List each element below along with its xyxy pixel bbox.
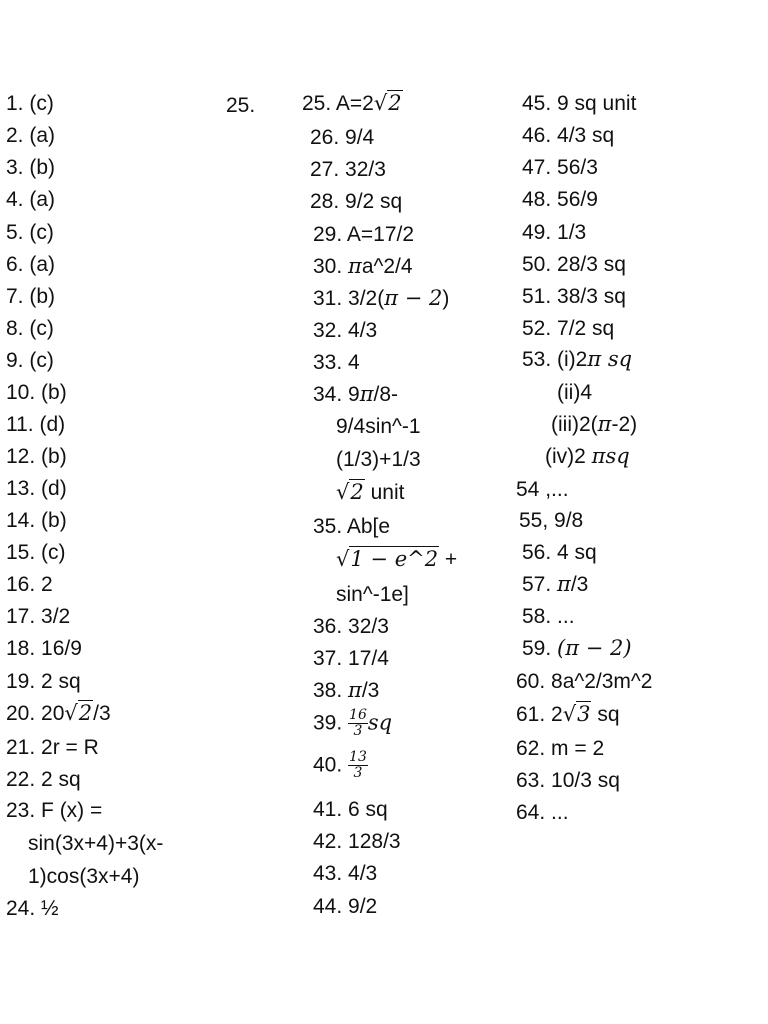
answer-13: 13. (d) [6,477,67,500]
sqrt-symbol: √ [336,547,350,571]
answer-53-prefix: 53. (i)2 [522,348,588,371]
answer-56: 56. 4 sq [522,541,597,564]
answer-23-line-2: sin(3x+4)+3(x- [28,832,164,855]
answer-7: 7. (b) [6,285,56,308]
answer-4: 4. (a) [6,188,56,211]
answer-62: 62. m = 2 [516,737,605,760]
answer-25-marker: 25. [226,94,256,117]
answer-53-line-2: (ii)4 [557,381,592,404]
answer-43: 43. 4/3 [313,862,378,885]
answer-19: 19. 2 sq [6,670,81,693]
answer-20-prefix: 20. 20 [6,702,65,725]
answer-59-prefix: 59. [522,637,558,660]
answer-14: 14. (b) [6,509,67,532]
answer-35-line-1: 35. Ab[e [313,515,391,538]
answer-25-radicand: 2 [388,91,402,115]
answer-53-line-1 [522,349,632,370]
answer-35-line-2 [336,549,457,570]
answer-46: 46. 4/3 sq [522,124,615,147]
answer-20 [6,703,111,724]
answer-34-suffix: /8- [373,383,399,406]
answer-38-prefix: 38. [313,679,349,702]
answer-54: 54 ,... [516,478,569,501]
answer-36: 36. 32/3 [313,615,389,638]
answer-53-l4-math: πsq [591,444,630,468]
pi-symbol: π [348,254,362,278]
answer-61 [516,704,620,725]
answer-48: 48. 56/9 [522,188,598,211]
answer-57-prefix: 57. [522,573,558,596]
pi-symbol: π [359,382,374,406]
answer-1: 1. (c) [6,92,54,115]
answer-22: 22. 2 sq [6,768,81,791]
answer-34-radicand: 2 [350,480,364,504]
answer-63: 63. 10/3 sq [516,769,620,792]
answer-31-suffix: ) [442,287,450,310]
answer-31-math: π − 2 [384,286,443,310]
answer-16: 16. 2 [6,573,53,596]
answer-34-unit: unit [364,481,405,504]
answer-11: 11. (d) [6,413,66,436]
answer-32: 32. 4/3 [313,319,378,342]
fraction-numerator: 16 [349,707,367,723]
answer-25 [302,93,403,114]
answer-47: 47. 56/3 [522,156,598,179]
answer-50: 50. 28/3 sq [522,253,626,276]
answer-30-suffix: a^2/4 [361,255,413,278]
answer-9: 9. (c) [6,349,54,372]
answer-24: 24. ½ [6,897,59,920]
answer-17: 17. 3/2 [6,605,71,628]
answer-3: 3. (b) [6,156,56,179]
answer-23-line-1: 23. F (x) = [6,799,103,822]
answer-34-line-4 [336,482,404,503]
pi-symbol: π [557,572,571,596]
answer-57-suffix: /3 [570,573,589,596]
answer-59-math: (π − 2) [557,636,632,660]
answer-45: 45. 9 sq unit [522,92,637,115]
pi-symbol: π [597,412,612,436]
answer-52: 52. 7/2 sq [522,317,615,340]
answer-25-prefix: 25. A=2 [302,92,374,115]
answer-20-suffix: /3 [93,702,111,725]
answer-31 [313,288,449,309]
answer-34-line-1 [313,384,398,405]
answer-44: 44. 9/2 [313,895,378,918]
answer-49: 49. 1/3 [522,221,587,244]
answer-34-prefix: 34. 9 [313,383,360,406]
answer-53-l3-suffix: -2) [611,413,638,436]
answer-35-plus: + [439,548,458,571]
answer-39 [313,708,392,740]
answer-60: 60. 8a^2/3m^2 [516,670,653,693]
answer-55: 55, 9/8 [519,509,584,532]
answer-12: 12. (b) [6,445,67,468]
answer-10: 10. (b) [6,381,67,404]
sqrt-symbol: √ [373,91,388,115]
answer-34-line-3: (1/3)+1/3 [336,448,421,471]
answer-53-l3-prefix: (iii)2( [551,413,598,436]
answer-30-prefix: 30. [313,255,349,278]
answer-53-math: π sq [587,347,633,371]
answer-39-suffix: sq [367,710,393,735]
answer-53-line-3 [551,414,637,435]
answer-59 [522,638,632,659]
answer-31-prefix: 31. 3/2( [313,287,385,310]
answer-2: 2. (a) [6,124,56,147]
answer-39-fraction [348,708,368,740]
answer-61-radicand: 3 [577,702,591,726]
answer-8: 8. (c) [6,317,54,340]
answer-35-line-3: sin^-1e] [336,583,409,606]
answer-51: 51. 38/3 sq [522,285,626,308]
answer-21: 21. 2r = R [6,736,99,759]
fraction-denominator: 3 [353,723,363,740]
answer-26: 26. 9/4 [310,126,375,149]
fraction-numerator: 13 [349,749,367,765]
answer-53-l4-prefix: (iv)2 [545,445,592,468]
answer-29: 29. A=17/2 [313,223,415,246]
answer-39-prefix: 39. [313,711,349,735]
sqrt-symbol: √ [336,480,350,504]
sqrt-symbol: √ [64,701,78,725]
answer-15: 15. (c) [6,541,66,564]
answer-23-line-3: 1)cos(3x+4) [28,865,140,888]
sqrt-symbol: √ [562,702,577,726]
answer-38 [313,680,379,701]
answer-35-radicand: 1 − e^2 [350,547,439,571]
answer-30 [313,256,413,277]
answer-18: 18. 16/9 [6,637,82,660]
answer-64: 64. ... [516,801,569,824]
answer-5: 5. (c) [6,221,54,244]
answer-53-line-4 [545,446,630,467]
answer-27: 27. 32/3 [310,158,386,181]
answer-40 [313,750,368,782]
answer-34-line-2: 9/4sin^-1 [336,415,421,438]
answer-40-prefix: 40. [313,753,349,777]
answer-28: 28. 9/2 sq [310,190,403,213]
answer-41: 41. 6 sq [313,798,388,821]
answer-20-radicand: 2 [78,701,93,725]
pi-symbol: π [348,678,362,702]
answer-37: 37. 17/4 [313,647,389,670]
answer-40-fraction [348,750,368,782]
answer-6: 6. (a) [6,253,56,276]
answer-61-prefix: 61. 2 [516,703,563,726]
answer-42: 42. 128/3 [313,830,401,853]
answer-38-suffix: /3 [361,679,380,702]
answer-57 [522,574,588,595]
answer-61-suffix: sq [591,703,620,726]
fraction-denominator: 3 [353,765,363,782]
answer-58: 58. ... [522,605,575,628]
answer-33: 33. 4 [313,351,360,374]
